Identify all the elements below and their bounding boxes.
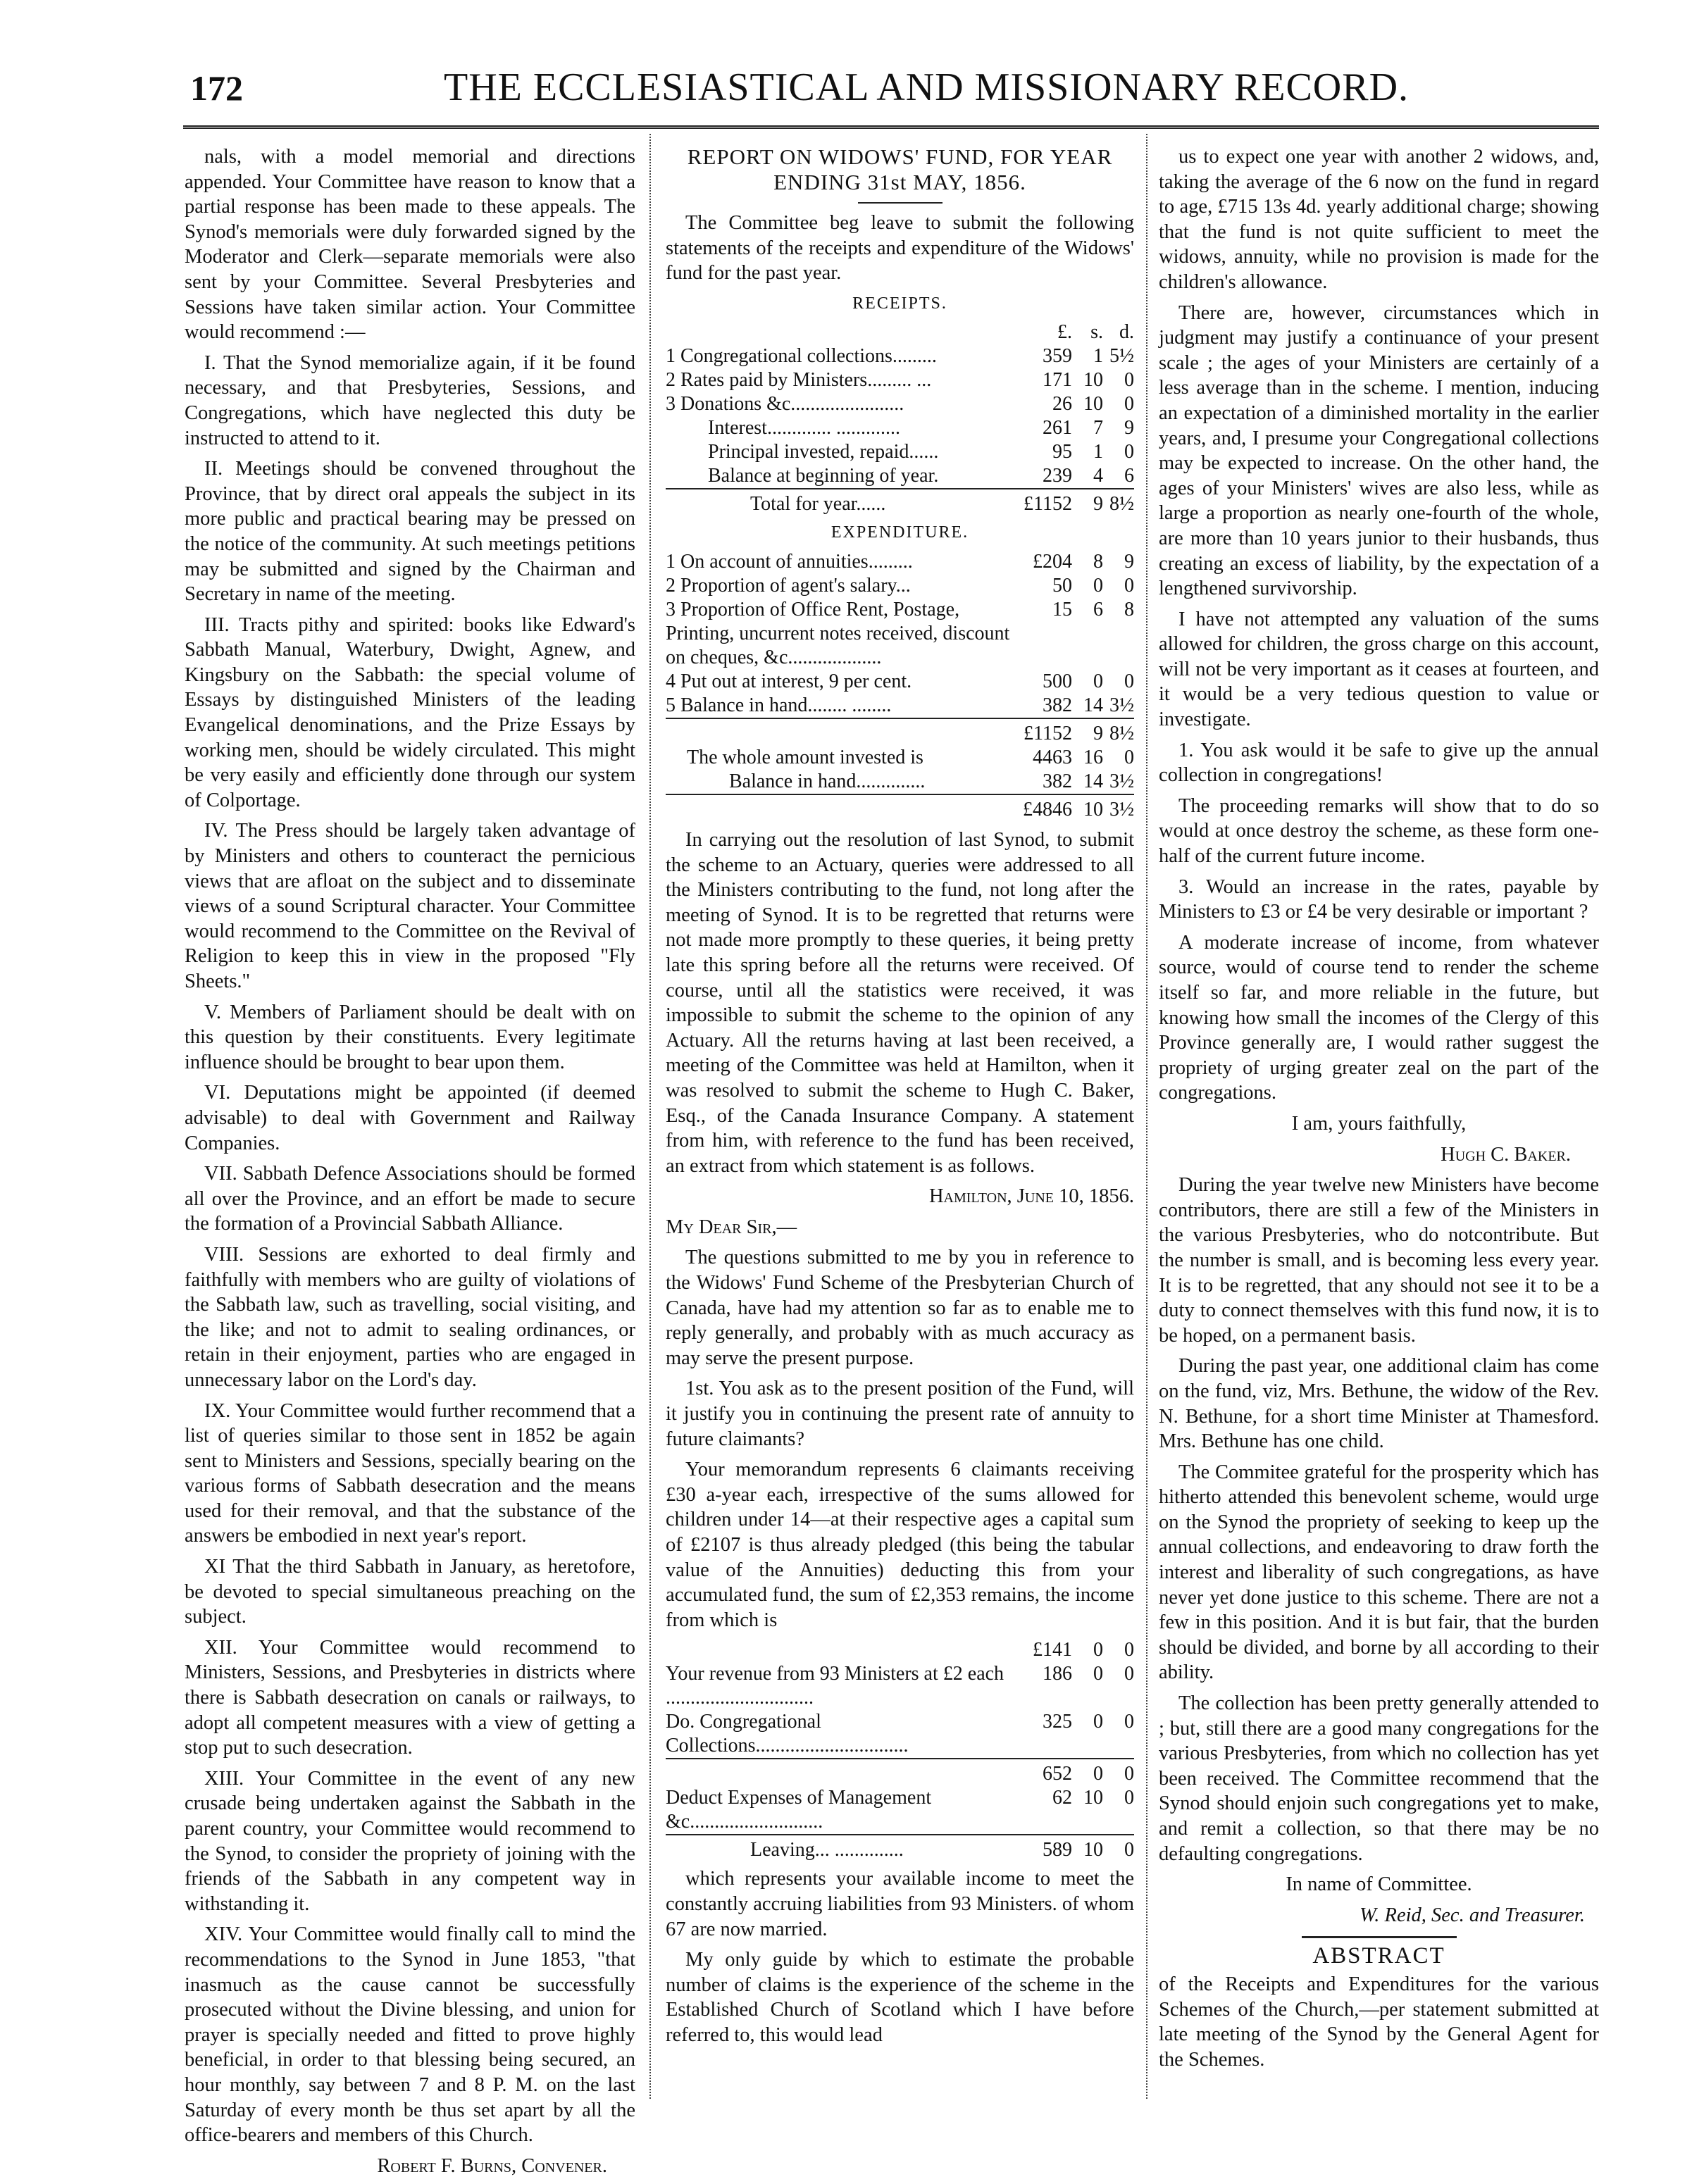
letter-closing: I am, yours faithfully, — [1291, 1112, 1467, 1135]
pounds: £1152 — [1012, 489, 1072, 516]
paragraph: A moderate increase of income, from whatever source, would of course tend to render the scheme itself so far, and more reliable in the future, but knowing how small the incomes of the Clergy of this Province generally are, I would rather suggest the propriety of urging greater zeal on the part of the congregations. — [1159, 931, 1599, 1104]
invested-total — [666, 794, 1134, 822]
paragraph: XII. Your Committee would recommend to Ministers, Sessions, and Presbyteries in districts where there is Sabbath desecration on canals or railways, to adopt all competent measures with a view of getting a stop put to such desecration. — [185, 1636, 635, 1759]
abstract-title: ABSTRACT — [1312, 1943, 1445, 1969]
pounds: 652 — [1012, 1759, 1072, 1786]
pence: 0 — [1124, 670, 1134, 692]
paragraph: The proceeding remarks will show that to do so would at once destroy the scheme, as these form one-half of the current future income. — [1159, 794, 1599, 868]
pounds: 15 — [1052, 598, 1072, 620]
account-row — [666, 598, 1134, 670]
account-row — [666, 574, 1134, 598]
pounds: 239 — [1043, 465, 1072, 487]
sabbath-recommendations — [185, 144, 635, 2148]
shillings: 14 — [1083, 770, 1103, 792]
expenditure-total — [666, 718, 1134, 746]
row-label: Balance at beginning of year. — [708, 465, 939, 487]
account-row — [666, 344, 1134, 368]
receipts-total — [666, 489, 1134, 516]
pence: 3½ — [1109, 770, 1134, 792]
pounds: £4846 — [1012, 794, 1072, 822]
row-label — [666, 320, 1012, 344]
row-label — [666, 1638, 1012, 1662]
pounds: 382 — [1043, 770, 1072, 792]
pence: 8½ — [1103, 718, 1134, 746]
shillings: 0 — [1093, 1711, 1103, 1733]
row-label: The whole amount invested is — [687, 746, 923, 768]
paragraph: My only guide by which to estimate the probable number of claims is the experience of the scheme in the Established Church of Scotland which I have before referred to, this would lead — [666, 1949, 1134, 2046]
row-label: Balance in hand.............. — [729, 770, 926, 792]
paragraph: III. Tracts pithy and spirited: books like Edward's Sabbath Manual, Waterbury, Dwight, Agnew, and Kingsbury on the Sabbath: the special volume of Essays by distinguished Ministers of the leading Evangelical denominations, and the Prize Essays by working men, should be widely circulated. This might be very easily and efficiently done through our system of Colportage. — [185, 613, 635, 811]
pounds: 50 — [1052, 574, 1072, 597]
row-label: Total for year...... — [666, 489, 1012, 516]
shillings: 7 — [1093, 417, 1103, 439]
column-3 — [1159, 144, 1599, 2078]
pence: 0 — [1103, 1835, 1134, 1862]
shillings: 16 — [1083, 746, 1103, 768]
account-row — [666, 670, 1134, 694]
pounds: £. — [1057, 321, 1072, 344]
pence: 0 — [1124, 1639, 1134, 1661]
income-total — [666, 1759, 1134, 1786]
widows-fund-heading: REPORT ON WIDOWS' FUND, FOR YEAR ENDING 31st MAY, 1856. — [687, 144, 1113, 194]
pounds: 382 — [1043, 694, 1072, 716]
receipts-table — [666, 320, 1134, 516]
committee-name-line: In name of Committee. — [1286, 1873, 1472, 1896]
pounds: 359 — [1043, 345, 1072, 368]
row-label: Deduct Expenses of Management &c........................... — [666, 1787, 932, 1833]
ornament-divider — [1302, 1936, 1457, 1938]
pence: 0 — [1124, 369, 1134, 392]
pounds: £1152 — [1012, 718, 1072, 746]
shillings: 10 — [1083, 369, 1103, 392]
paragraph: XIV. Your Committee would finally call to mind the recommendations to the Synod in June 1853, "that inasmuch as the cause cannot be successfully prosecuted without the Divine blessing, and union for prayer is specially needed and fitted to prove highly beneficial, in order to that blessing being secured, an hour monthly, say between 7 and 8 P. M. on the last Saturday of every month be thus set apart by all the office-bearers and members of this Church. — [185, 1923, 635, 2147]
account-row — [666, 694, 1134, 718]
abstract-description: of the Receipts and Expenditures for the various Schemes of the Church,—per statement submitted at late meeting of the Synod by the General Agent for the Schemes. — [1159, 1973, 1599, 2071]
paragraph: I have not attempted any valuation of the sums allowed for children, the gross charge on this account, will not be very important as it ceases at fourteen, and it would be a very tedious question to value or investigate. — [1159, 608, 1599, 731]
pounds: 62 — [1052, 1787, 1072, 1809]
pounds: 95 — [1052, 441, 1072, 463]
pounds: £141 — [1033, 1639, 1072, 1661]
shillings: 0 — [1093, 670, 1103, 692]
row-label: Leaving... .............. — [666, 1835, 1012, 1862]
pounds: 4463 — [1033, 746, 1072, 768]
income-table — [666, 1638, 1134, 1862]
shillings: 0 — [1072, 1759, 1103, 1786]
pence: 9 — [1124, 417, 1134, 439]
shillings: 9 — [1072, 489, 1103, 516]
pence: 3½ — [1109, 694, 1134, 716]
account-row — [666, 1710, 1134, 1759]
pence: 0 — [1124, 441, 1134, 463]
letter-conclusion — [1159, 144, 1599, 1106]
paragraph: Your memorandum represents 6 claimants receiving £30 a-year each, irrespective of the sums allowed for children under 14—at their respective ages a capital sum of £2107 is thus already pledged (this being the tabular value of the Annuities) deducting this from your accumulated fund, the sum of £2,353 remains, the income from which is — [666, 1459, 1134, 1631]
pence: 6 — [1124, 465, 1134, 487]
pounds: 186 — [1043, 1663, 1072, 1685]
deduct-row — [666, 1786, 1134, 1835]
paragraph: There are, however, circumstances which in judgment may justify a continuance of your present scale ; the ages of your Ministers are certainly of a less average than in the scheme. I mention, inducing an expectation of a diminished mortality in the earlier years, and, I presume your Congregational collections may be expected to increase. On the other hand, the ages of your Ministers' wives are also less, while as large a proportion as nearly one-fourth of the whole, are more than 10 years junior to their husbands, thus creating an excess of liability, by the expectation of a lengthened survivorship. — [1159, 301, 1599, 600]
row-label: 3 Proportion of Office Rent, Postage, Printing, uncurrent notes received, discount on cheques, &c................... — [666, 598, 1010, 668]
shillings: 14 — [1083, 694, 1103, 716]
pounds: 325 — [1043, 1711, 1072, 1733]
committee-remarks — [1159, 1173, 1599, 1866]
running-title: THE ECCLESIASTICAL AND MISSIONARY RECORD. — [444, 65, 1410, 109]
actuary-signature: Hugh C. Baker. — [1441, 1143, 1571, 1166]
row-label — [666, 794, 1012, 822]
leaving-row — [666, 1835, 1134, 1862]
paragraph: II. Meetings should be convened throughout the Province, that by direct oral appeals the subject in its more public and practical bearing may be pressed on the notice of the community. At such meetings petitions may be submitted and signed by the Chairman and Secretary in name of the meeting. — [185, 458, 635, 606]
column-divider — [649, 134, 651, 2099]
paragraph: 1st. You ask as to the present position of the Fund, will it justify you in continuing the present rate of annuity to future claimants? — [666, 1378, 1134, 1450]
paragraph: VI. Deputations might be appointed (if deemed advisable) to deal with Government and Railway Companies. — [185, 1082, 635, 1154]
pence: 0 — [1124, 1711, 1134, 1733]
column-1 — [185, 144, 635, 2184]
paragraph: XI That the third Sabbath in January, as heretofore, be devoted to special simultaneous preaching on the subject. — [185, 1556, 635, 1628]
letter-salutation: My Dear Sir,— — [666, 1216, 797, 1238]
account-row — [666, 746, 1134, 770]
account-row — [666, 392, 1134, 416]
paragraph: I. That the Synod memorialize again, if it be found necessary, and that Presbyteries, Sessions, and Congregations, which have neglected this duty be instructed to attend to it. — [185, 351, 635, 449]
letter-dateline: Hamilton, June 10, 1856. — [928, 1185, 1134, 1208]
row-label: Your revenue from 93 Ministers at £2 each .............................. — [666, 1663, 1004, 1709]
pence: 8½ — [1103, 489, 1134, 516]
paragraph: The Commitee grateful for the prosperity which has hitherto attended this benevolent scheme, would urge on the Synod the propriety of seeking to keep up the annual collections, and endeavoring to draw forth the interest and liberality of such congregations, as have never yet done justice to this scheme. There are not a few in this position. And it is but fair, that the burden should be divided, and borne by all according to their ability. — [1159, 1461, 1599, 1684]
account-row — [666, 770, 1134, 794]
shillings: 10 — [1072, 1835, 1103, 1862]
account-row — [666, 440, 1134, 464]
shillings: 4 — [1093, 465, 1103, 487]
account-row — [666, 1638, 1134, 1662]
expenditure-table — [666, 550, 1134, 822]
row-label: Interest............. ............. — [708, 417, 900, 439]
account-row — [666, 416, 1134, 440]
pounds: 589 — [1012, 1835, 1072, 1862]
row-label: 2 Rates paid by Ministers......... ... — [666, 369, 932, 392]
paragraph: VII. Sabbath Defence Associations should be formed all over the Province, and an effort be made to secure the formation of a Provincial Sabbath Alliance. — [185, 1163, 635, 1235]
divider — [858, 202, 943, 204]
report-intro: The Committee beg leave to submit the following statements of the receipts and expenditure of the Widows' fund for the past year. — [666, 212, 1134, 285]
letter-body — [666, 1245, 1134, 1633]
shillings: s. — [1090, 321, 1103, 344]
row-label: Do. Congregational Collections............................... — [666, 1711, 909, 1757]
row-label — [666, 718, 1012, 746]
shillings: 10 — [1072, 794, 1103, 822]
shillings: 0 — [1093, 1639, 1103, 1661]
account-row — [666, 550, 1134, 574]
row-label: 1 On account of annuities......... — [666, 550, 913, 573]
paragraph: During the past year, one additional claim has come on the fund, viz, Mrs. Bethune, the widow of the Rev. N. Bethune, for a short time Minister at Thamesford. Mrs. Bethune has one child. — [1159, 1355, 1599, 1453]
currency-header — [666, 320, 1134, 344]
pence: 9 — [1124, 550, 1134, 573]
account-row — [666, 464, 1134, 489]
page-number: 172 — [190, 68, 243, 108]
paragraph: The questions submitted to me by you in reference to the Widows' Fund Scheme of the Presbyterian Church of Canada, have had my attention so far as to enable me to reply generally, and probably with as much accuracy as may serve the present purpose. — [666, 1247, 1134, 1369]
account-row — [666, 368, 1134, 392]
convener-signature: Robert F. Burns, Convener. — [377, 2154, 607, 2177]
column-2 — [666, 144, 1134, 2054]
shillings: 10 — [1083, 393, 1103, 416]
row-label: 2 Proportion of agent's salary... — [666, 574, 911, 597]
paragraph: which represents your available income to meet the constantly accruing liabilities from 93 Ministers. of whom 67 are now married. — [666, 1868, 1134, 1940]
paragraph: 1. You ask would it be safe to give up the annual collection in congregations! — [1159, 739, 1599, 787]
pence: 5½ — [1109, 345, 1134, 368]
row-label: 5 Balance in hand........ ........ — [666, 694, 892, 716]
pence: 0 — [1124, 1787, 1134, 1809]
paragraph: During the year twelve new Ministers have become contributors, there are still a few of the Ministers in the various Presbyteries, who do notcontribute. But the number is small, and is becoming less every year. It is to be regretted, that any should not see it to be a duty to connect themselves with this fund now, it is to be hoped, on a permanent basis. — [1159, 1174, 1599, 1347]
pounds: 500 — [1043, 670, 1072, 692]
shillings: 6 — [1093, 598, 1103, 620]
paragraph: us to expect one year with another 2 widows, and, taking the average of the 6 now on the fund in regard to age, £715 13s 4d. yearly additional charge; showing that the fund is not quite sufficient to meet the widows, annuity, while no provision is made for the children's allowance. — [1159, 146, 1599, 293]
paragraph: VIII. Sessions are exhorted to deal firmly and faithfully with members who are guilty of violations of the Sabbath law, such as travelling, social visiting, and the like; and not to admit to sealing ordinances, or retain in their enjoyment, parties who are engaged in unnecessary labor on the Lord's day. — [185, 1243, 635, 1391]
treasurer-signature: W. Reid, Sec. and Treasurer. — [1360, 1904, 1585, 1926]
row-label — [666, 1759, 1012, 1786]
paragraph: The collection has been pretty generally attended to ; but, still there are a good many congregations for the various Presbyteries, from which no collection has yet been received. The Committee recommend that the Synod should enjoin such congregations yet to make, and remit a collection, so that there may be no defaulting congregations. — [1159, 1692, 1599, 1865]
paragraph: In carrying out the resolution of last Synod, to submit the scheme to an Actuary, queries were addressed to all the Ministers contributing to the fund, not long after the meeting of Synod. It is to be regretted that returns were not made more promptly to these queries, it being pretty late this spring before all the returns were received. Of course, until all the statistics were received, it was impossible to submit the scheme to the opinion of any Actuary. All the returns having at last been received, a meeting of the Committee was held at Hamilton, when it was resolved to submit the scheme to Hugh C. Baker, Esq., of the Canada Insurance Company. A statement from him, with reference to the fund has been received, an extract from which statement is as follows. — [666, 828, 1134, 1177]
expenditure-heading: EXPENDITURE. — [831, 523, 969, 542]
pence: 0 — [1124, 574, 1134, 597]
shillings: 0 — [1093, 574, 1103, 597]
pence: d. — [1119, 321, 1134, 344]
page-header — [183, 55, 1507, 132]
letter-continuation — [666, 1866, 1134, 2047]
paragraph: XIII. Your Committee in the event of any new crusade being undertaken against the Sabbath in the parent country, your Committee would recommend to the Synod, to consider the propriety of joining with the friends of the Sabbath in any competent way in withstanding it. — [185, 1767, 635, 1915]
row-label: 3 Donations &c....................... — [666, 393, 904, 416]
row-label: 4 Put out at interest, 9 per cent. — [666, 670, 912, 692]
pounds: 26 — [1052, 393, 1072, 416]
shillings: 1 — [1093, 441, 1103, 463]
column-divider — [1146, 134, 1147, 2099]
shillings: 9 — [1072, 718, 1103, 746]
header-rule — [183, 125, 1599, 129]
pounds: £204 — [1033, 550, 1072, 573]
account-row — [666, 1662, 1134, 1710]
paragraph: 3. Would an increase in the rates, payable by Ministers to £3 or £4 be very desirable or important ? — [1159, 875, 1599, 923]
row-label: 1 Congregational collections......... — [666, 345, 937, 368]
shillings: 10 — [1083, 1787, 1103, 1809]
pence: 0 — [1124, 746, 1134, 768]
shillings: 1 — [1093, 345, 1103, 368]
paragraph: IV. The Press should be largely taken advantage of by Ministers and others to counteract the pernicious views that are afloat on the subject and to disseminate views of a sound Scriptural character. Your Committee would recommend to the Committee on the Revival of Religion to keep this in view in the proposed "Fly Sheets." — [185, 820, 635, 992]
shillings: 8 — [1093, 550, 1103, 573]
report-body — [666, 828, 1134, 1178]
paragraph: V. Members of Parliament should be dealt with on this question by their constituents. Every legitimate influence should be brought to bear upon them. — [185, 1001, 635, 1073]
pence: 3½ — [1103, 794, 1134, 822]
pounds: 171 — [1043, 369, 1072, 392]
row-label: Principal invested, repaid...... — [708, 441, 939, 463]
paragraph: IX. Your Committee would further recommend that a list of queries similar to those sent in 1852 be again sent to Ministers and Sessions, specially bearing on the various forms of Sabbath desecration and the means used for their removal, and that the substance of the answers be embodied in next year's report. — [185, 1399, 635, 1547]
pence: 0 — [1103, 1759, 1134, 1786]
shillings: 0 — [1093, 1663, 1103, 1685]
pence: 0 — [1124, 1663, 1134, 1685]
paragraph: nals, with a model memorial and directions appended. Your Committee have reason to know that a partial response has been made to these appeals. The Synod's memorials were duly forwarded signed by the Moderator and Clerk—separate memorials were also sent by your Committee. Several Presbyteries and Sessions have taken similar action. Your Committee would recommend :— — [185, 146, 635, 344]
receipts-heading: RECEIPTS. — [852, 294, 947, 313]
pence: 0 — [1124, 393, 1134, 416]
pounds: 261 — [1043, 417, 1072, 439]
pence: 8 — [1124, 598, 1134, 620]
